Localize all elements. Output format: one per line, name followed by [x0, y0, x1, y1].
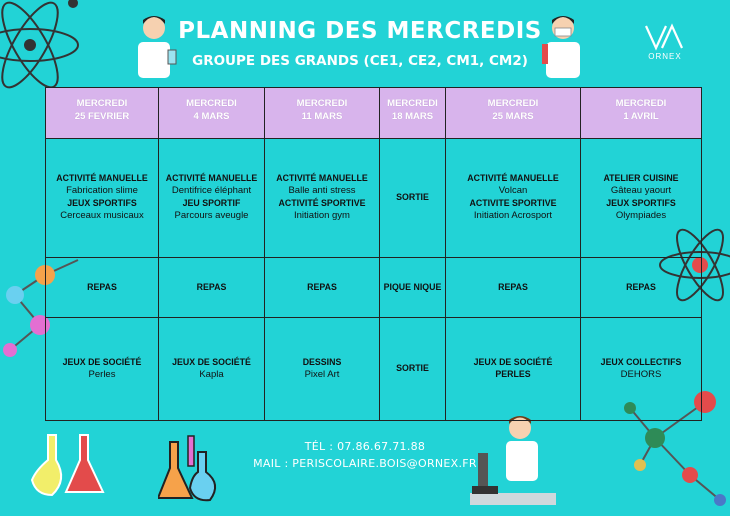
column-header: MERCREDI 25 FEVRIER — [46, 88, 159, 139]
page-subtitle: GROUPE DES GRANDS (CE1, CE2, CM1, CM2) — [192, 53, 528, 69]
column-header: MERCREDI 25 MARS — [446, 88, 581, 139]
column-header: MERCREDI 1 AVRIL — [581, 88, 702, 139]
table-cell: ACTIVITÉ MANUELLE Balle anti stress ACTIVITÉ SPORTIVE Initiation gym — [265, 139, 380, 258]
column-header: MERCREDI 18 MARS — [380, 88, 446, 139]
table-cell: ATELIER CUISINE Gâteau yaourt JEUX SPORTIFS Olympiades — [581, 139, 702, 258]
table-cell: SORTIE — [380, 318, 446, 421]
table-row-activities — [46, 139, 702, 258]
contact-mail: MAIL : PERISCOLAIRE.BOIS@ORNEX.FR — [253, 457, 477, 470]
table-cell: SORTIE — [380, 139, 446, 258]
flask-icon — [28, 430, 108, 500]
table-cell: REPAS — [46, 258, 159, 318]
table-cell: DESSINS Pixel Art — [265, 318, 380, 421]
table-cell: REPAS — [581, 258, 702, 318]
table-cell: PIQUE NIQUE — [380, 258, 446, 318]
table-row-repas — [46, 258, 702, 318]
table-row-afternoon — [46, 318, 702, 421]
page-title: PLANNING DES MERCREDIS — [178, 18, 542, 44]
table-cell: ACTIVITÉ MANUELLE Fabrication slime JEUX SPORTIFS Cerceaux musicaux — [46, 139, 159, 258]
table-header-row — [46, 88, 702, 139]
table-cell: REPAS — [446, 258, 581, 318]
column-header: MERCREDI 11 MARS — [265, 88, 380, 139]
table-cell: REPAS — [265, 258, 380, 318]
column-header: MERCREDI 4 MARS — [159, 88, 265, 139]
table-cell: ACTIVITÉ MANUELLE Volcan ACTIVITE SPORTIVE Initiation Acrosport — [446, 139, 581, 258]
contact-tel: TÉL : 07.86.67.71.88 — [304, 440, 426, 453]
flask-icon — [158, 432, 228, 504]
contact-info — [240, 438, 490, 472]
table-cell: JEUX DE SOCIÉTÉ PERLES — [446, 318, 581, 421]
planning-table — [45, 87, 702, 421]
table-cell: ACTIVITÉ MANUELLE Dentifrice éléphant JEU SPORTIF Parcours aveugle — [159, 139, 265, 258]
table-cell: REPAS — [159, 258, 265, 318]
table-cell: JEUX DE SOCIÉTÉ Kapla — [159, 318, 265, 421]
logo-text: ORNEX — [648, 52, 682, 61]
table-cell: JEUX DE SOCIÉTÉ Perles — [46, 318, 159, 421]
table-cell: JEUX COLLECTIFS DEHORS — [581, 318, 702, 421]
